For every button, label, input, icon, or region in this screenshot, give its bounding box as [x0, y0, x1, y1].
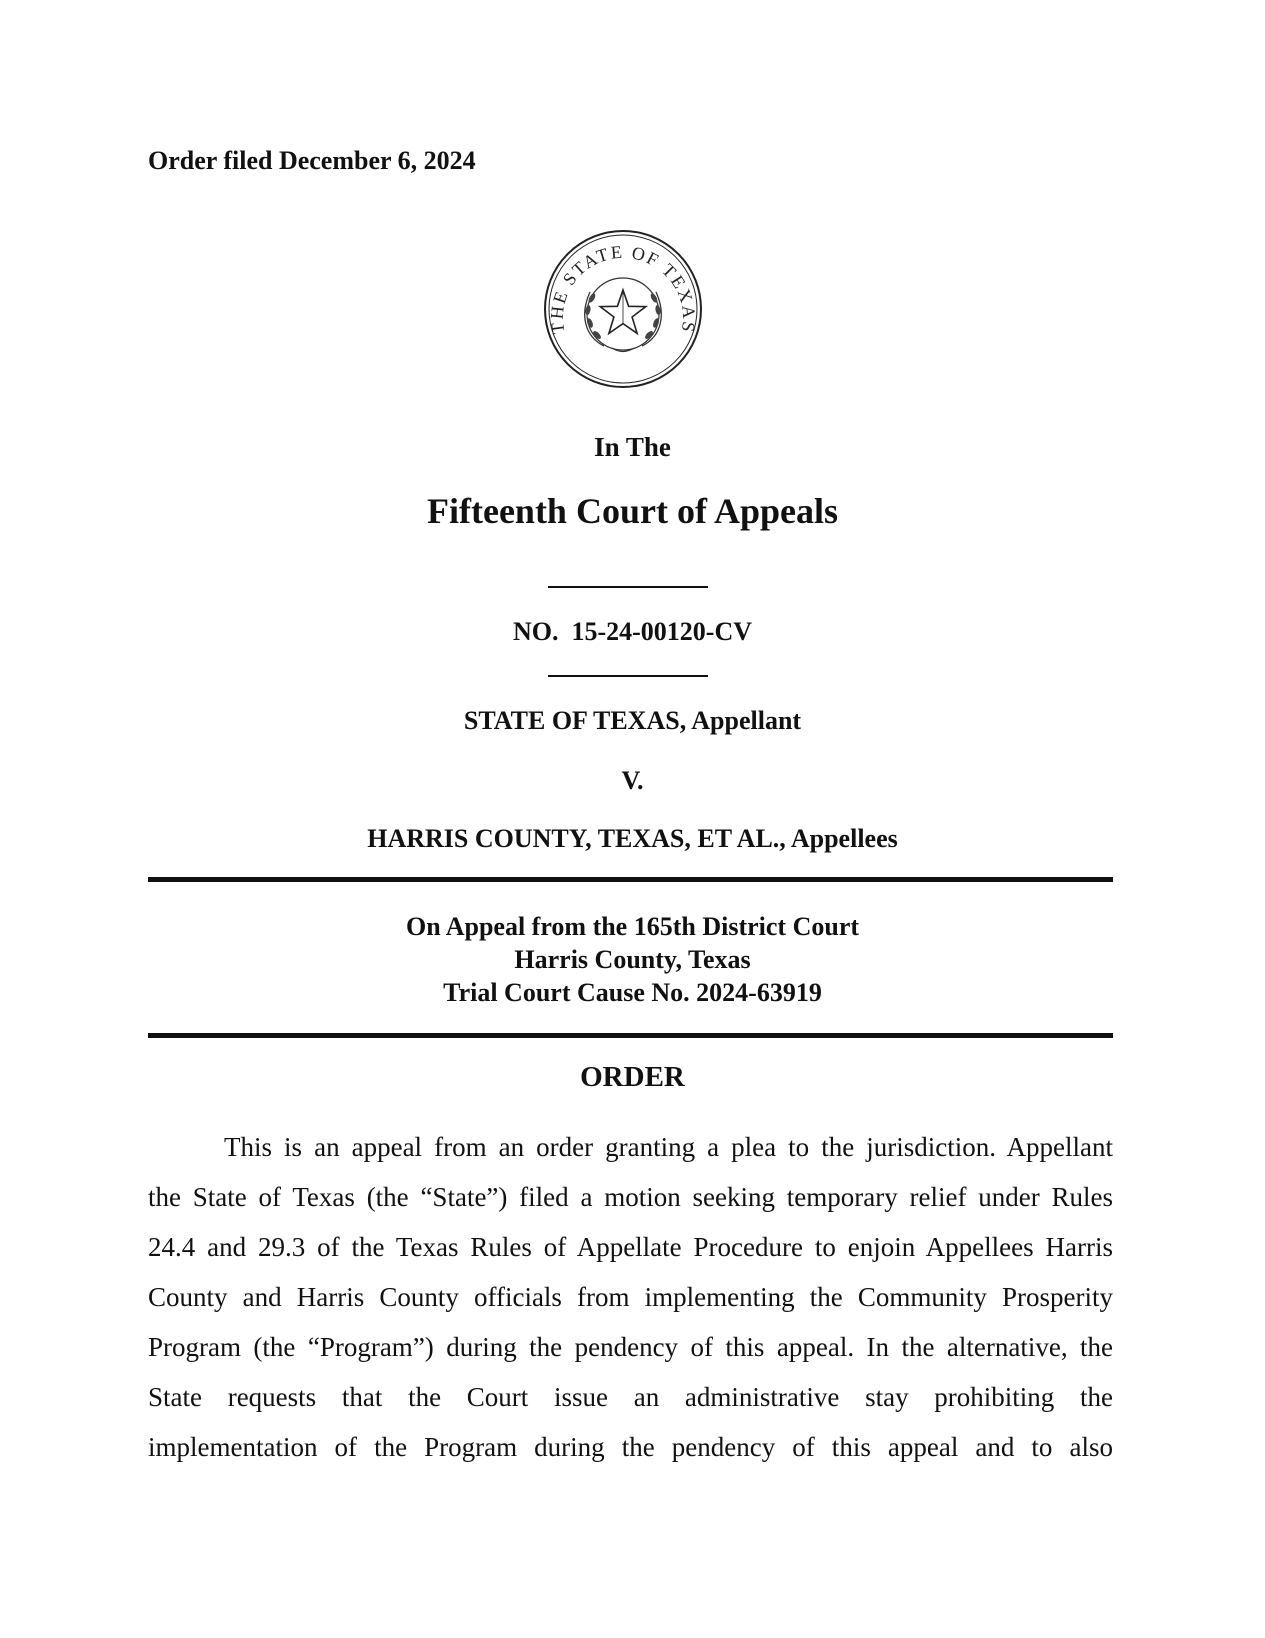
versus-line: V.: [621, 766, 644, 795]
order-body-line: This is an appeal from an order granting a plea to the jurisdiction. Appellant: [224, 1132, 1113, 1162]
order-body: [148, 1122, 1113, 1472]
appellant-line: STATE OF TEXAS, Appellant: [463, 706, 802, 735]
court-name: Fifteenth Court of Appeals: [427, 491, 838, 531]
order-body-line: implementation of the Program during the pendency of this appeal and to also: [148, 1432, 1113, 1462]
appeal-origin-county: Harris County, Texas: [514, 945, 751, 974]
appellees-line: HARRIS COUNTY, TEXAS, ET AL., Appellees: [367, 824, 898, 853]
court-prefix: In The: [594, 432, 671, 462]
divider-thick-top: [148, 877, 1113, 882]
order-body-line: Program (the “Program”) during the pendency of this appeal. In the alternative, the: [148, 1332, 1113, 1362]
order-heading: ORDER: [580, 1061, 685, 1093]
seal-graphic: [542, 228, 704, 390]
texas-state-seal-icon: [542, 228, 704, 390]
divider-short-top: [548, 586, 708, 588]
seal-text: THE STATE OF TEXAS: [546, 241, 700, 336]
divider-short-bottom: [548, 675, 708, 677]
trial-cause-number: Trial Court Cause No. 2024-63919: [443, 978, 822, 1007]
divider-thick-bottom: [148, 1033, 1113, 1038]
order-body-line: the State of Texas (the “State”) filed a motion seeking temporary relief under Rules: [148, 1182, 1113, 1212]
appeal-origin-court: On Appeal from the 165th District Court: [405, 912, 860, 941]
order-filed-date: Order filed December 6, 2024: [148, 146, 476, 175]
order-body-line: State requests that the Court issue an administrative stay prohibiting the: [148, 1382, 1113, 1412]
order-body-line: 24.4 and 29.3 of the Texas Rules of Appellate Procedure to enjoin Appellees Harris: [148, 1232, 1113, 1262]
case-number: NO. 15-24-00120-CV: [512, 617, 753, 646]
order-body-line: County and Harris County officials from implementing the Community Prosperity: [148, 1282, 1113, 1312]
